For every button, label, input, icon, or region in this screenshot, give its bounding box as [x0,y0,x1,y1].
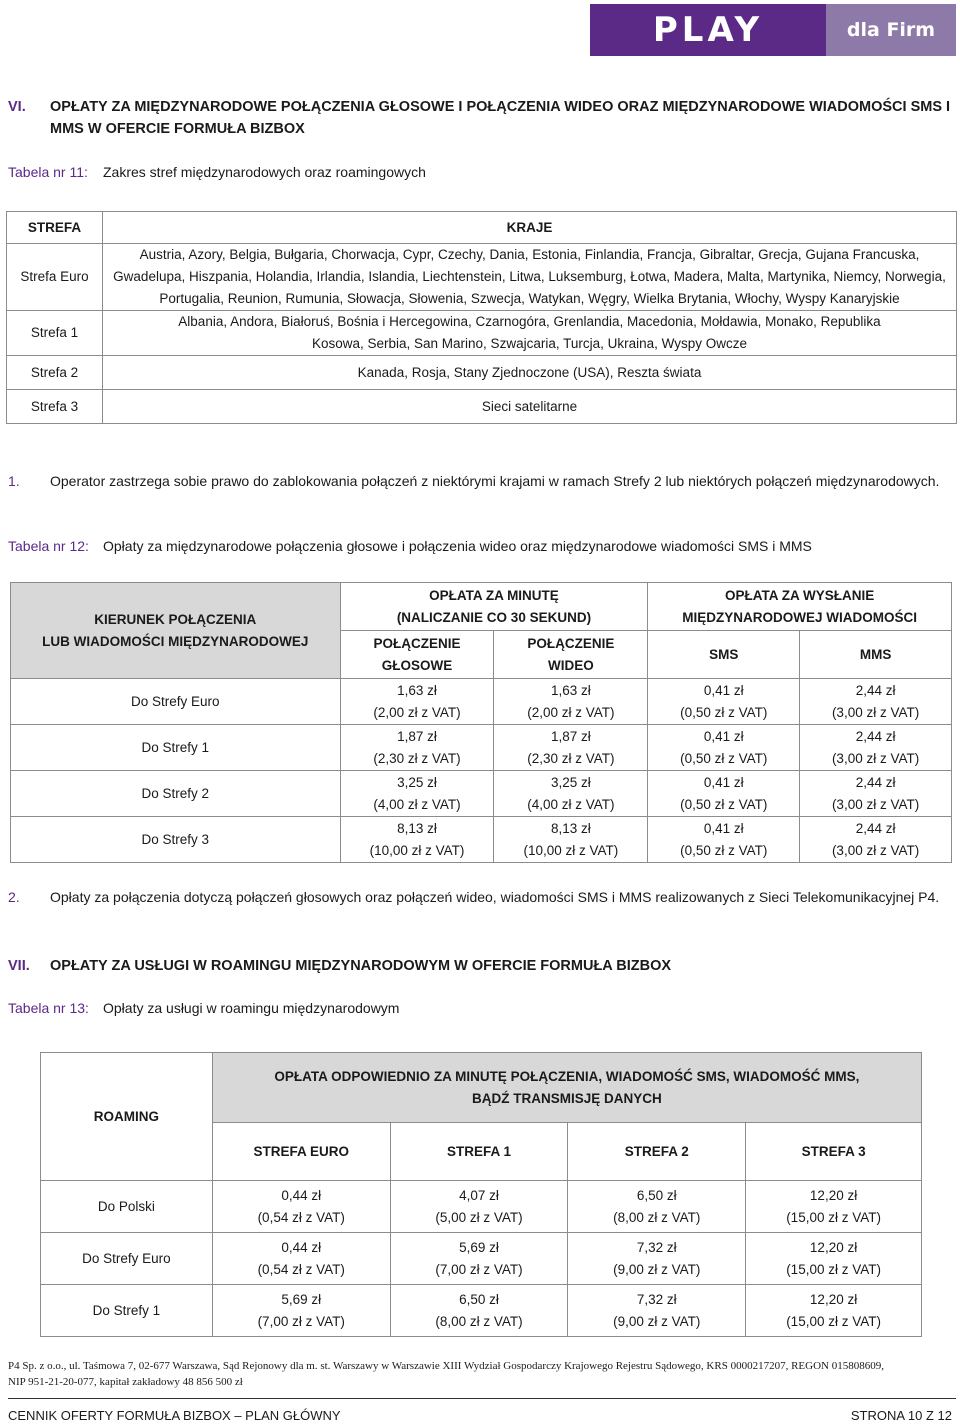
mms-price [800,679,952,725]
price-net: 5,69 zł [281,1291,322,1307]
mms-net: 2,44 zł [855,774,896,790]
section-6-heading [8,96,952,140]
footer-legal-line-2: NIP 951-21-20-077, kapitał zakładowy 48 856 500 zł [8,1376,243,1388]
voice-net: 8,13 zł [397,820,437,836]
mms-gross: (3,00 zł z VAT) [831,704,920,720]
header-message-line-1: OPŁATA ZA WYSŁANIE [725,587,875,603]
price-net: 12,20 zł [809,1187,858,1203]
sms-gross: (0,50 zł z VAT) [680,704,768,720]
table-row [7,356,957,390]
section-7-title: OPŁATY ZA USŁUGI W ROAMINGU MIĘDZYNARODOWYM W OFERCIE FORMUŁA BIZBOX [50,958,672,974]
sms-price [648,817,800,863]
note-1-text: Operator zastrzega sobie prawo do zablokowania połączeń z niektórymi krajami w ramach Strefy 2 lub niektórych połączeń międzynarodowych. [50,473,940,489]
header-main-line-2: BĄDŹ TRANSMISJĘ DANYCH [472,1090,662,1106]
video-gross: (4,00 zł z VAT) [527,796,615,812]
header-voice: POŁĄCZENIE GŁOSOWE [340,631,494,679]
mms-gross: (3,00 zł z VAT) [831,750,920,766]
header-sms: SMS [648,631,800,679]
price-net: 7,32 zł [636,1239,677,1255]
header-strefa-3: STREFA 3 [746,1123,922,1181]
table-13-title: Opłaty za usługi w roamingu międzynarodowym [103,1000,400,1016]
sms-price [648,679,800,725]
table-13-caption [8,1000,399,1016]
sms-gross: (0,50 zł z VAT) [680,796,768,812]
zone-countries: Sieci satelitarne [103,390,957,424]
price-net: 4,07 zł [459,1187,499,1203]
video-net: 3,25 zł [551,774,591,790]
sms-gross: (0,50 zł z VAT) [680,842,768,858]
footer-page-number: STRONA 10 Z 12 [850,1408,952,1423]
price-net: 12,20 zł [809,1291,858,1307]
video-price [494,817,648,863]
table-row [41,1181,922,1233]
note-2-number: 2. [8,889,20,905]
header-main-line-1: OPŁATA ODPOWIEDNIO ZA MINUTĘ POŁĄCZENIA, WIADOMOŚĆ SMS, WIADOMOŚĆ MMS, [274,1068,860,1084]
table-row [7,390,957,424]
header-minute-fee [340,583,648,631]
voice-net: 1,87 zł [397,728,437,744]
direction-cell: Do Polski [41,1181,213,1233]
zone-countries: Austria, Azory, Belgia, Bułgaria, Chorwacja, Cypr, Czechy, Dania, Estonia, Finlandia, Francja, Gibraltar, Grecja, Gujana Francuska, Gwadelupa, Hiszpania, Holandia, Irlandia, Islandia, Liechtenstein, Litwa, Luksemburg, Łotwa, Madera, Malta, Martynika, Niemcy, Norwegia, Portugalia, Reunion, Rumunia, Słowacja, Słowenia, Szwecja, Watykan, Węgry, Wielka Brytania, Włochy, Wyspy Kanaryjskie [103,244,957,311]
price-net: 7,32 zł [636,1291,677,1307]
header-countries: KRAJE [103,212,957,244]
header-main-fee [212,1053,921,1123]
price-cell [746,1233,922,1285]
zones-table [6,211,957,424]
section-6-number: VI. [8,99,26,115]
zone-name: Strefa 2 [7,356,103,390]
section-7-heading [8,955,952,977]
price-cell [568,1233,746,1285]
sms-net: 0,41 zł [703,728,744,744]
zone-name: Strefa 3 [7,390,103,424]
mms-net: 2,44 zł [855,682,896,698]
mms-price [800,771,952,817]
note-1 [8,470,952,492]
price-gross: (8,00 zł z VAT) [613,1209,701,1225]
logo-play: PLAY [590,4,826,56]
roaming-rates-table [40,1052,922,1337]
international-rates-table [10,582,952,863]
price-cell [746,1181,922,1233]
direction-cell: Do Strefy 3 [11,817,341,863]
section-6-title: OPŁATY ZA MIĘDZYNARODOWE POŁĄCZENIA GŁOSOWE I POŁĄCZENIA WIDEO ORAZ MIĘDZYNARODOWE WIADOMOŚCI SMS I MMS W OFERCIE FORMUŁA BIZBOX [50,99,951,137]
header-direction-line-2: LUB WIADOMOŚCI MIĘDZYNARODOWEJ [42,633,309,649]
video-net: 1,63 zł [551,682,591,698]
price-gross: (9,00 zł z VAT) [613,1313,701,1329]
price-gross: (8,00 zł z VAT) [435,1313,523,1329]
header-strefa-1: STREFA 1 [390,1123,568,1181]
video-gross: (10,00 zł z VAT) [523,842,619,858]
zone-name: Strefa 1 [7,311,103,356]
footer-document-title: CENNIK OFERTY FORMUŁA BIZBOX – PLAN GŁÓWNY [8,1408,341,1423]
mms-price [800,817,952,863]
direction-cell: Do Strefy Euro [41,1233,213,1285]
brand-logo [590,4,956,56]
footer-divider [8,1398,956,1399]
price-net: 6,50 zł [636,1187,677,1203]
table-header-row [11,583,952,631]
price-gross: (15,00 zł z VAT) [786,1209,881,1225]
mms-net: 2,44 zł [855,820,896,836]
price-net: 12,20 zł [809,1239,858,1255]
table-11-title: Zakres stref międzynarodowych oraz roamingowych [103,164,426,180]
voice-gross: (2,30 zł z VAT) [373,750,461,766]
sms-net: 0,41 zł [703,682,744,698]
sms-gross: (0,50 zł z VAT) [680,750,768,766]
header-roaming: ROAMING [41,1053,213,1181]
note-1-number: 1. [8,473,20,489]
voice-gross: (2,00 zł z VAT) [373,704,461,720]
mms-gross: (3,00 zł z VAT) [831,796,920,812]
voice-gross: (4,00 zł z VAT) [373,796,461,812]
direction-cell: Do Strefy 2 [11,771,341,817]
price-cell [568,1285,746,1337]
header-direction-line-1: KIERUNEK POŁĄCZENIA [94,611,257,627]
sms-net: 0,41 zł [703,774,744,790]
mms-gross: (3,00 zł z VAT) [831,842,920,858]
price-gross: (15,00 zł z VAT) [786,1261,881,1277]
table-row [7,244,957,311]
voice-price [340,725,494,771]
zone-countries: Kanada, Rosja, Stany Zjednoczone (USA), Reszta świata [103,356,957,390]
price-cell [212,1181,390,1233]
price-gross: (9,00 zł z VAT) [613,1261,701,1277]
voice-price [340,679,494,725]
table-row [11,817,952,863]
note-2 [8,886,952,908]
footer-legal [8,1358,958,1390]
header-minute-line-1: OPŁATA ZA MINUTĘ [429,587,559,603]
price-gross: (7,00 zł z VAT) [257,1313,345,1329]
voice-price [340,817,494,863]
header-mms: MMS [800,631,952,679]
direction-cell: Do Strefy Euro [11,679,341,725]
video-net: 8,13 zł [551,820,591,836]
table-11-label: Tabela nr 11: [8,164,88,180]
price-gross: (7,00 zł z VAT) [435,1261,523,1277]
header-zone: STREFA [7,212,103,244]
zone-countries: Albania, Andora, Białoruś, Bośnia i Hercegowina, Czarnogóra, Grenlandia, Macedonia, Mołdawia, Monako, Republika Kosowa, Serbia, San Marino, Szwajcaria, Turcja, Ukraina, Wyspy Owcze [103,311,957,356]
price-cell [746,1285,922,1337]
direction-cell: Do Strefy 1 [41,1285,213,1337]
price-gross: (5,00 zł z VAT) [435,1209,523,1225]
header-direction [11,583,341,679]
header-message-fee [648,583,952,631]
table-row [11,771,952,817]
video-price [494,771,648,817]
price-net: 5,69 zł [459,1239,499,1255]
mms-net: 2,44 zł [855,728,896,744]
voice-gross: (10,00 zł z VAT) [369,842,465,858]
direction-cell: Do Strefy 1 [11,725,341,771]
table-row [7,311,957,356]
table-header-row [41,1053,922,1123]
header-strefa-2: STREFA 2 [568,1123,746,1181]
sms-price [648,725,800,771]
price-cell [212,1233,390,1285]
price-net: 6,50 zł [459,1291,499,1307]
price-cell [568,1181,746,1233]
video-gross: (2,00 zł z VAT) [527,704,615,720]
table-row [41,1285,922,1337]
voice-net: 1,63 zł [397,682,437,698]
table-12-label: Tabela nr 12: [8,538,89,554]
price-gross: (15,00 zł z VAT) [786,1313,881,1329]
price-cell [212,1285,390,1337]
table-row [41,1233,922,1285]
section-7-number: VII. [8,958,30,974]
price-cell [390,1285,568,1337]
header-strefa-euro: STREFA EURO [212,1123,390,1181]
price-gross: (0,54 zł z VAT) [257,1261,345,1277]
table-12-title: Opłaty za międzynarodowe połączenia głosowe i połączenia wideo oraz międzynarodowe wiadomości SMS i MMS [103,538,812,554]
price-cell [390,1181,568,1233]
header-message-line-2: MIĘDZYNARODOWEJ WIADOMOŚCI [682,609,918,625]
table-12-caption [8,538,812,554]
mms-price [800,725,952,771]
price-gross: (0,54 zł z VAT) [257,1209,345,1225]
video-price [494,725,648,771]
voice-net: 3,25 zł [397,774,437,790]
table-row [11,679,952,725]
price-cell [390,1233,568,1285]
price-net: 0,44 zł [281,1239,322,1255]
footer-legal-line-1: P4 Sp. z o.o., ul. Taśmowa 7, 02-677 Warszawa, Sąd Rejonowy dla m. st. Warszawy w Warszawie XIII Wydział Gospodarczy Krajowego Rejestru Sądowego, KRS 0000217207, REGON 015808609, [8,1360,884,1372]
video-gross: (2,30 zł z VAT) [527,750,615,766]
table-header-row [7,212,957,244]
sms-net: 0,41 zł [703,820,744,836]
note-2-text: Opłaty za połączenia dotyczą połączeń głosowych oraz połączeń wideo, wiadomości SMS i MMS realizowanych z Sieci Telekomunikacyjnej P4. [50,889,940,905]
voice-price [340,771,494,817]
logo-dla-firm: dla Firm [826,4,956,56]
video-net: 1,87 zł [551,728,591,744]
table-11-caption [8,164,426,180]
video-price [494,679,648,725]
zone-name: Strefa Euro [7,244,103,311]
sms-price [648,771,800,817]
header-video: POŁĄCZENIE WIDEO [494,631,648,679]
header-minute-line-2: (NALICZANIE CO 30 SEKUND) [396,609,592,625]
table-row [11,725,952,771]
price-net: 0,44 zł [281,1187,322,1203]
table-13-label: Tabela nr 13: [8,1000,89,1016]
